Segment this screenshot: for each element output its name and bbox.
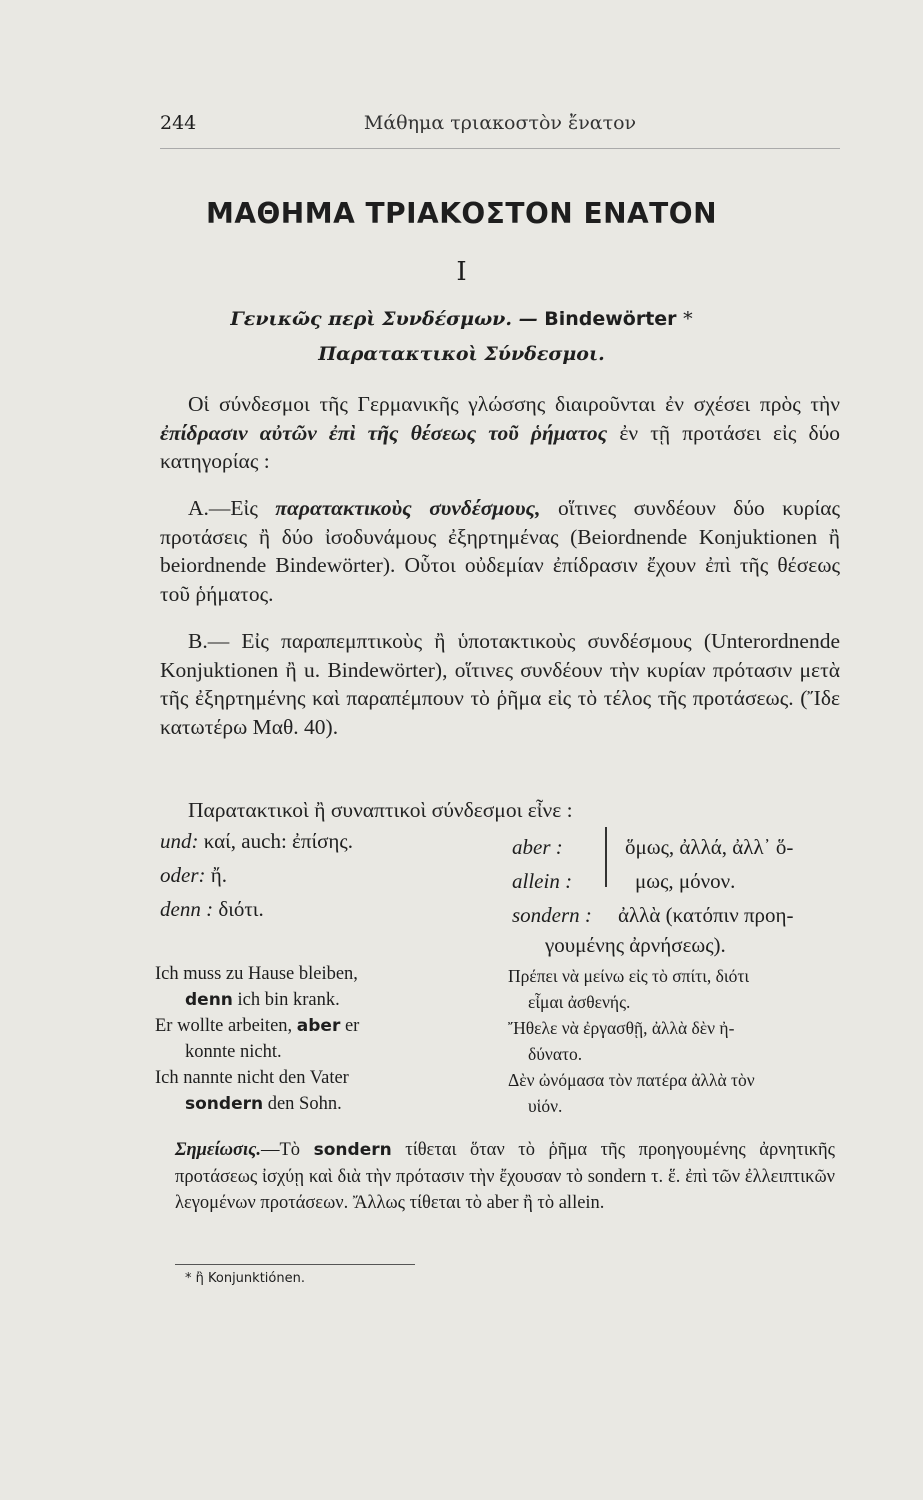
sondern-gloss-1: ἀλλὰ (κατόπιν προη-: [618, 903, 794, 927]
conjunction-denn: denn : διότι.: [160, 897, 264, 921]
example-de-line: sondern den Sohn.: [185, 1094, 342, 1114]
conjunction-list: [160, 828, 840, 958]
section-b-paragraph: B.— Εἰς παραπεμπτικοὺς ἢ ὑποτακτικοὺς συνδέσμους (Unterordnende Konjuktionen ἢ u. Bindewörter), οἵτινες συνδέουν τὴν κυρίαν πρότασιν μετὰ τῆς ἐξηρτημένης καὶ παραπέμπουν τὸ ῥῆμα εἰς τὸ τέλος τῆς προτάσεως. (Ἴδε κατωτέρω Μαθ. 40).: [160, 629, 840, 739]
example-de-line: konnte nicht.: [185, 1042, 282, 1062]
example-gr-line: υἱόν.: [528, 1096, 563, 1116]
subheading-line-1: Γενικῶς περὶ Συνδέσμων. — Bindewörter *: [230, 308, 693, 330]
greek-examples: [508, 963, 838, 1123]
conjunction-allein: allein :: [512, 869, 573, 893]
sondern-gloss-2: γουμένης ἀρνήσεως).: [545, 933, 726, 957]
page-number: 244: [160, 112, 197, 134]
example-gr-line: Ἤθελε νὰ ἐργασθῇ, ἀλλὰ δὲν ἠ-: [508, 1018, 735, 1038]
conjunction-aber: aber :: [512, 835, 563, 859]
intro-paragraph: Οἱ σύνδεσμοι τῆς Γερμανικῆς γλώσσης διαιροῦνται ἐν σχέσει πρὸς τὴν ἐπίδρασιν αὐτῶν ἐπὶ τῆς θέσεως τοῦ ῥήματος ἐν τῇ προτάσει εἰς δύο κατηγορίας :: [160, 392, 840, 474]
running-title: Μάθημα τριακοστὸν ἔνατον: [363, 112, 637, 134]
conjunction-oder: oder: ἤ.: [160, 863, 227, 887]
subheading-line-2: Παρατακτικοὶ Σύνδεσμοι.: [318, 343, 605, 365]
example-de-line: Er wollte arbeiten, aber er: [155, 1016, 360, 1036]
conjunction-sondern: sondern :: [512, 903, 592, 927]
intro-emphasis: ἐπίδρασιν αὐτῶν ἐπὶ τῆς θέσεως τοῦ ῥήματος: [160, 420, 608, 445]
footnote-rule: [175, 1264, 415, 1265]
example-de-line: denn ich bin krank.: [185, 990, 340, 1010]
example-gr-line: Πρέπει νὰ μείνω εἰς τὸ σπίτι, διότι: [508, 966, 750, 986]
aber-gloss-2: μως, μόνον.: [635, 869, 736, 893]
footnote-mark: *: [683, 308, 693, 330]
example-gr-line: Δὲν ὠνόμασα τὸν πατέρα ἀλλὰ τὸν: [508, 1070, 755, 1090]
note-keyword: sondern: [313, 1140, 392, 1160]
section-a-emphasis: παρατακτικοὺς συνδέσμους,: [275, 496, 541, 520]
note-label: Σημείωσις.: [175, 1140, 261, 1160]
list-intro: Παρατακτικοὶ ἢ συναπτικοὶ σύνδεσμοι εἶνε :: [188, 798, 573, 822]
section-numeral: I: [456, 257, 467, 287]
subheading-german: Bindewörter: [544, 308, 677, 330]
conjunction-und: und: καί, auch: ἐπίσης.: [160, 829, 353, 853]
example-gr-line: δύνατο.: [528, 1044, 583, 1064]
note-paragraph: Σημείωσις.—Τὸ sondern τίθεται ὅταν τὸ ῥῆμα τῆς προηγουμένης ἀρνητικῆς προτάσεως ἰσχύῃ καὶ διὰ τὴν πρότασιν τὴν ἔχουσαν τὸ sondern τ. ἕ. ἐπὶ τῶν ἐλλειπτικῶν λεγομένων προτάσεων. Ἄλλως τίθεται τὸ aber ἢ τὸ allein.: [175, 1140, 835, 1213]
example-de-line: Ich nannte nicht den Vater: [155, 1068, 349, 1088]
header-rule: [160, 148, 840, 149]
section-a-paragraph: A.—Εἰς παρατακτικοὺς συνδέσμους, οἵτινες συνδέουν δύο κυρίας προτάσεις ἢ δύο ἰσοδυνάμους ἐξηρτημένας (Beiordnende Konjuktionen ἢ beiordnende Bindewörter). Οὗτοι οὐδεμίαν ἐπίδρασιν ἔχουν ἐπὶ τῆς θέσεως τοῦ ῥήματος.: [160, 496, 841, 606]
running-header: [160, 112, 840, 142]
example-de-line: Ich muss zu Hause bleiben,: [155, 964, 358, 984]
aber-gloss-1: ὅμως, ἀλλά, ἀλλ᾽ ὅ-: [625, 835, 794, 859]
example-gr-line: εἶμαι ἀσθενής.: [528, 992, 631, 1012]
brace-symbol: [605, 827, 619, 887]
lesson-title: ΜΑΘΗΜΑ ΤΡΙΑΚΟΣΤΟΝ ΕΝΑΤΟΝ: [205, 197, 718, 230]
footnote: * ἢ Konjunktiónen.: [185, 1271, 305, 1286]
german-examples: [155, 961, 475, 1121]
